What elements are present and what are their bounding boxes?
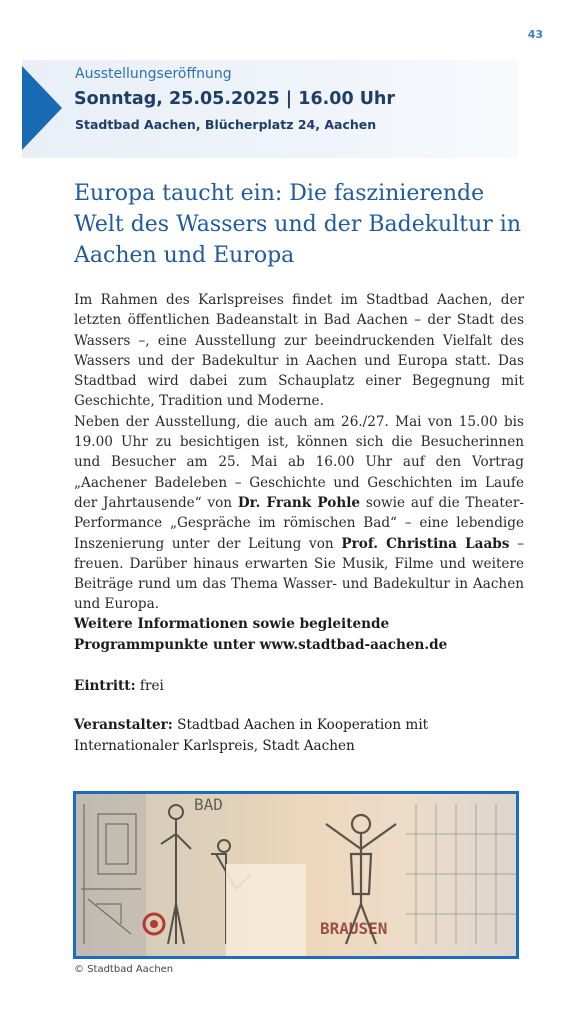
paragraph-intro: Im Rahmen des Karlspreises findet im Stadtbad Aachen, der letzten öffentlichen Badeanstalt in Bad Aachen – der Stadt des Wassers –, eine Ausstellung zur beeindruckenden Vielfalt des Wassers und der Badekultur in Aachen und Europa statt. Das Stadtbad wird dabei zum Schauplatz einer Begegnung mit Geschichte, Tradition und Moderne. — [74, 292, 524, 410]
play-arrow-icon — [22, 66, 62, 150]
organizer-value: Stadtbad Aachen in Kooperation mit Internationaler Karlspreis, Stadt Aachen — [74, 717, 429, 754]
photo-credit: © Stadtbad Aachen — [74, 964, 174, 975]
organizer-info — [74, 715, 524, 756]
admission-value: frei — [135, 678, 164, 694]
paragraph-program — [74, 412, 524, 615]
article-headline: Europa taucht ein: Die faszinierende Welt des Wassers und der Badekultur in Aachen und Europa — [74, 181, 521, 268]
wall-text-brausen: BRAUSEN — [320, 919, 388, 938]
program-text-2: sowie auf die Theater-Performance „Gespräche im römischen Bad“ – eine lebendige Inszenierung unter der Leitung von — [74, 494, 524, 552]
event-date: Sonntag, 25.05.2025 | 16.00 Uhr — [74, 89, 396, 109]
article-body — [74, 290, 524, 615]
admission-label: Eintritt: — [74, 678, 136, 694]
more-info-line: Weitere Informationen sowie begleitende Programmpunkte unter www.stadtbad-aachen.de — [74, 616, 448, 653]
event-kicker: Ausstellungseröffnung — [75, 66, 232, 82]
speaker-name: Dr. Frank Pohle — [237, 494, 361, 511]
director-name: Prof. Christina Laabs — [341, 535, 510, 552]
wall-text-bad: BAD — [194, 795, 223, 814]
program-text-1: Neben der Ausstellung, die auch am 26./27. Mai von 15.00 bis 19.00 Uhr zu besichtigen ist, können sich die Besucherinnen und Besucher am 25. Mai ab 16.00 Uhr auf den Vortrag „Aachener Badeleben – Geschichte und Geschichten im Laufe der Jahrtausende“ von — [74, 413, 524, 511]
organizer-label: Veranstalter: — [74, 717, 173, 733]
mural-illustration — [76, 794, 516, 956]
page-number: 43 — [527, 28, 543, 41]
wall-mural-photo — [73, 791, 519, 959]
event-venue: Stadtbad Aachen, Blücherplatz 24, Aachen — [75, 117, 377, 132]
admission-info — [74, 676, 524, 696]
program-text-3: – freuen. Darüber hinaus erwarten Sie Musik, Filme und weitere Beiträge rund um das Thema Wasser- und Badekultur in Aachen und Europa. — [74, 535, 524, 613]
